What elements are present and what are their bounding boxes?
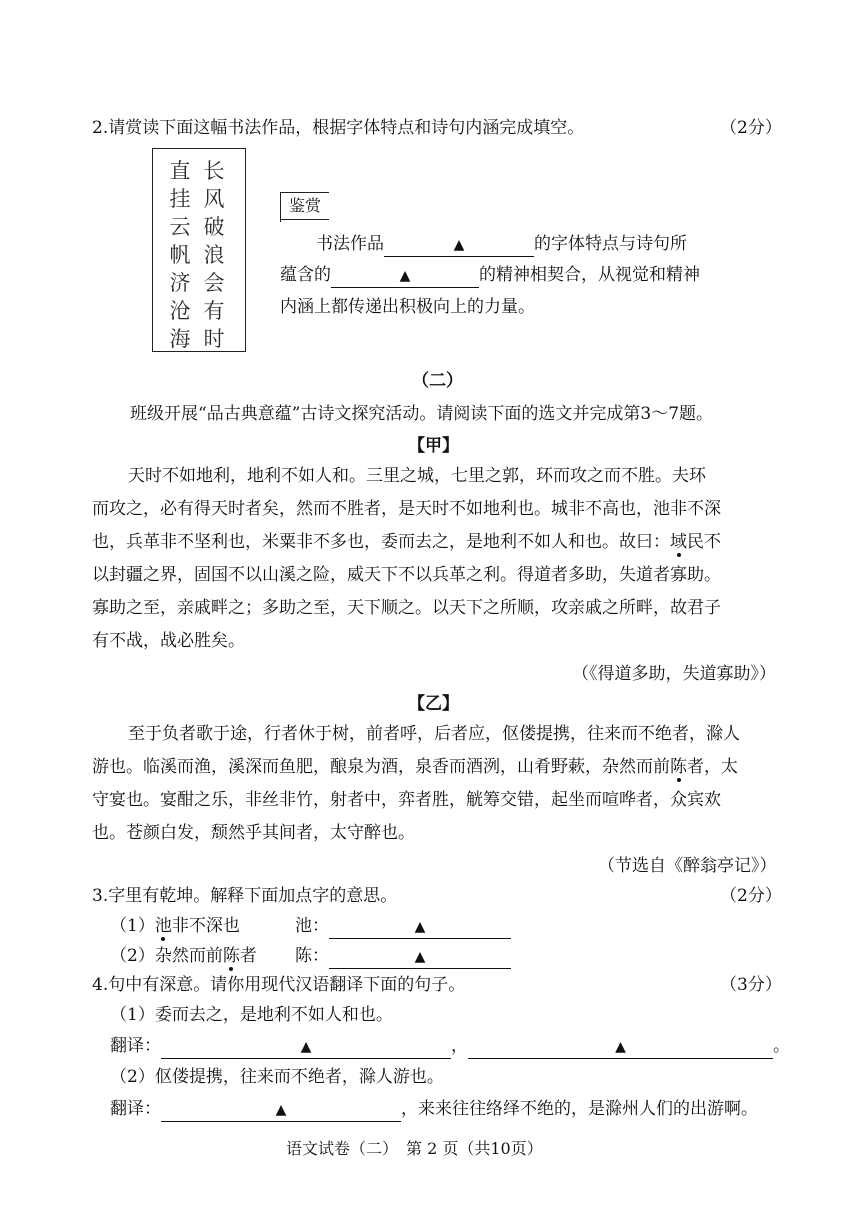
q3-item-2-text: （2）杂然而前 bbox=[110, 946, 223, 966]
q2-line1-end: 的字体特点与诗句所 bbox=[534, 234, 687, 254]
passage-jia-heading: 【甲】 bbox=[408, 436, 459, 456]
q2-line2-start: 蕴含的 bbox=[280, 265, 331, 285]
passage-jia-line-text: 也，兵革非不坚利也，米粟非不多也，委而去之，是地利不如人和也。故曰： bbox=[92, 532, 670, 552]
section-intro: 班级开展“品古典意蕴”古诗文探究活动。请阅读下面的选文并完成第3～7题。 bbox=[130, 404, 714, 424]
q3-item-2-text-end: 者 bbox=[239, 946, 257, 966]
passage-yi-heading: 【乙】 bbox=[408, 694, 459, 714]
passage-jia-line: 寡助之至，亲戚畔之；多助之至，天下顺之。以天下之所顺，攻亲戚之所畔，故君子 bbox=[92, 598, 721, 618]
passage-yi-line: 至于负者歌于途，行者休于树，前者呼，后者应，伛偻提携，往来而不绝者，滁人 bbox=[128, 724, 740, 744]
passage-yi-line-text: 游也。临溪而渔，溪深而鱼肥，酿泉为酒，泉香而酒洌，山肴野蔌，杂然而前 bbox=[92, 757, 670, 777]
dotted-character: 陈 bbox=[670, 757, 687, 777]
blank-marker-icon: ▲ bbox=[275, 1102, 287, 1118]
q4-blank-2[interactable] bbox=[161, 1099, 401, 1122]
dotted-character: 池 bbox=[154, 916, 172, 936]
q3-blank-1[interactable] bbox=[329, 916, 511, 939]
dotted-character: 域 bbox=[670, 532, 687, 552]
q3-item-1 bbox=[110, 911, 240, 936]
passage-jia-source: （《得道多助，失道寡助》） bbox=[572, 664, 776, 684]
q4-item-2: （2）伛偻提携，往来而不绝者，滁人游也。 bbox=[110, 1067, 444, 1087]
q2-line2-end: 的精神相契合，从视觉和精神 bbox=[479, 265, 700, 285]
q4-comma: ， bbox=[451, 1036, 468, 1056]
blank-marker-icon: ▲ bbox=[453, 237, 465, 253]
calligraphy-column-left: 直挂云帆济沧海 bbox=[169, 159, 191, 351]
q4-answer-2 bbox=[110, 1094, 758, 1122]
q2-prompt: 2.请赏读下面这幅书法作品，根据字体特点和诗句内涵完成填空。 bbox=[92, 118, 585, 138]
blank-marker-icon: ▲ bbox=[399, 268, 411, 284]
q2-line2 bbox=[280, 260, 700, 288]
q3-answer-1-label: 池： bbox=[295, 916, 329, 936]
passage-jia-line-text: 民不 bbox=[687, 532, 721, 552]
q3-answer-2 bbox=[295, 941, 511, 969]
passage-jia-line: 天时不如地利，地利不如人和。三里之城，七里之郭，环而攻之而不胜。夫环 bbox=[128, 466, 706, 486]
dotted-character: 陈 bbox=[222, 946, 240, 966]
blank-marker-icon: ▲ bbox=[414, 949, 426, 965]
calligraphy-column-right: 长风破浪会有时 bbox=[203, 159, 225, 351]
passage-jia-line: 有不战，战必胜矣。 bbox=[92, 631, 245, 651]
passage-yi-source: （节选自《醉翁亭记》） bbox=[598, 856, 777, 876]
passage-yi-line: 也。苍颜白发，颓然乎其间者，太守醉也。 bbox=[92, 823, 415, 843]
q4-prompt: 4.句中有深意。请你用现代汉语翻译下面的句子。 bbox=[92, 975, 466, 995]
q3-item-1-number: （1） bbox=[110, 916, 155, 936]
section-heading: （二） bbox=[412, 371, 463, 391]
appreciation-badge: 鉴赏 bbox=[280, 192, 329, 220]
q3-blank-2[interactable] bbox=[329, 946, 511, 969]
q4-answer-label: 翻译： bbox=[110, 1036, 161, 1056]
q3-prompt: 3.字里有乾坤。解释下面加点字的意思。 bbox=[92, 886, 398, 906]
q2-blank-2[interactable] bbox=[331, 265, 479, 288]
passage-yi-line bbox=[92, 752, 738, 777]
q3-answer-2-label: 陈： bbox=[295, 946, 329, 966]
q4-blank-1b[interactable] bbox=[468, 1036, 773, 1059]
q4-period: 。 bbox=[773, 1036, 790, 1056]
q3-answer-1 bbox=[295, 911, 511, 939]
blank-marker-icon: ▲ bbox=[615, 1039, 626, 1055]
q4-answer-1 bbox=[110, 1031, 790, 1059]
blank-marker-icon: ▲ bbox=[414, 919, 426, 935]
q3-item-2 bbox=[110, 941, 257, 966]
q2-blank-1[interactable] bbox=[384, 234, 534, 257]
blank-marker-icon: ▲ bbox=[300, 1039, 312, 1055]
q4-answer-label: 翻译： bbox=[110, 1099, 161, 1119]
q2-line1-start: 书法作品 bbox=[316, 234, 384, 254]
q2-line1 bbox=[316, 229, 687, 257]
passage-yi-line: 守宴也。宴酣之乐，非丝非竹，射者中，弈者胜，觥筹交错，起坐而喧哗者，众宾欢 bbox=[92, 790, 721, 810]
passage-yi-line-text: 者，太 bbox=[687, 757, 738, 777]
calligraphy-artwork bbox=[152, 148, 246, 352]
q4-blank-1a[interactable] bbox=[161, 1036, 451, 1059]
q2-line3: 内涵上都传递出积极向上的力量。 bbox=[280, 297, 535, 317]
passage-jia-line: 以封疆之界，固国不以山溪之险，威天下不以兵革之利。得道者多助，失道者寡助。 bbox=[92, 565, 721, 585]
passage-jia-line: 而攻之，必有得天时者矣，然而不胜者，是天时不如地利也。城非不高也，池非不深 bbox=[92, 499, 721, 519]
page-footer: 语文试卷（二） 第 2 页（共10页） bbox=[286, 1139, 543, 1158]
q2-score: （2分） bbox=[720, 118, 782, 138]
q4-score: （3分） bbox=[720, 975, 782, 995]
passage-jia-line bbox=[92, 527, 721, 552]
q4-item-2-translation-tail: ，来来往往络绎不绝的，是滁州人们的出游啊。 bbox=[401, 1099, 758, 1119]
q3-score: （2分） bbox=[720, 886, 782, 906]
q4-item-1: （1）委而去之，是地利不如人和也。 bbox=[110, 1005, 393, 1025]
q3-item-1-text: 非不深也 bbox=[171, 916, 240, 936]
